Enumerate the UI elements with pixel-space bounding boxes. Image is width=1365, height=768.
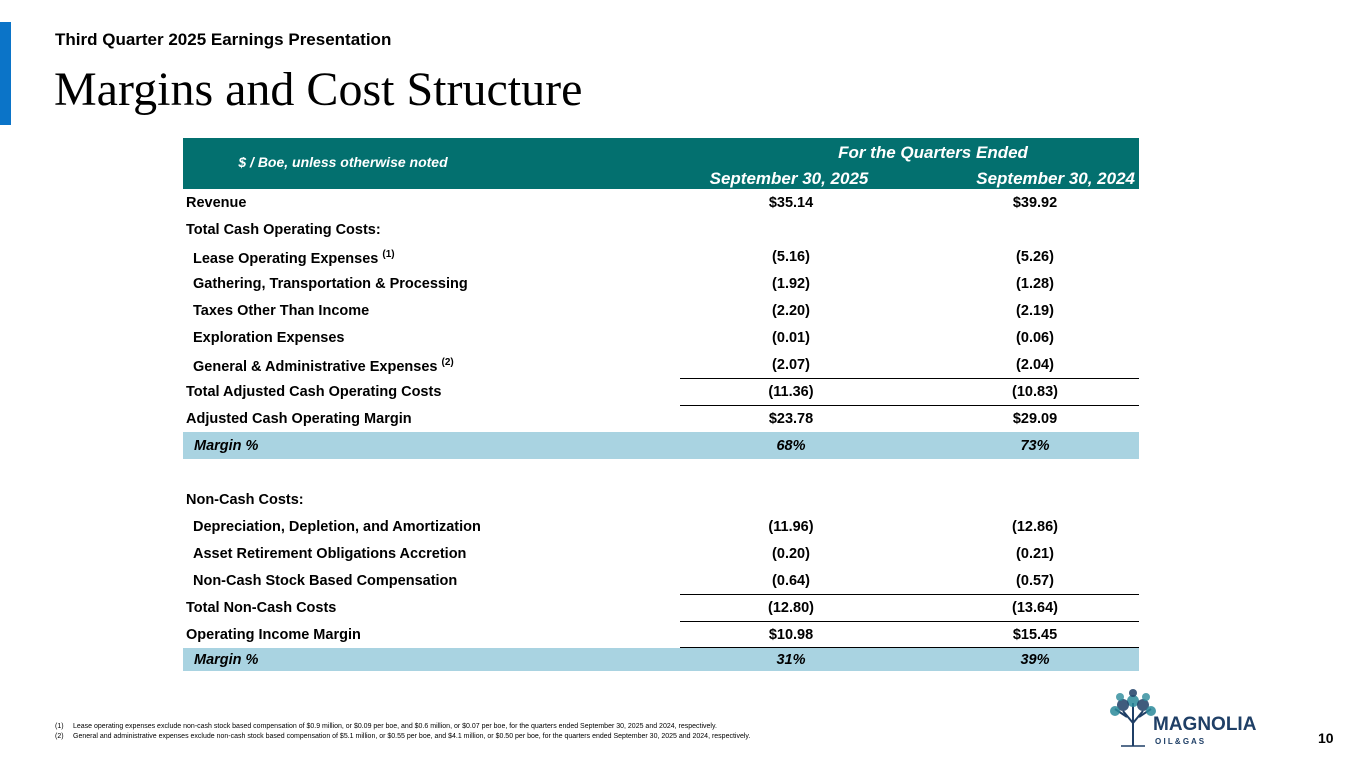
table-row: [183, 540, 1139, 567]
value-2025: (0.64): [772, 573, 810, 589]
table-row: [183, 486, 1139, 513]
value-2025: $10.98: [768, 627, 814, 643]
page-title: Margins and Cost Structure: [54, 63, 583, 116]
row-label: Depreciation, Depletion, and Amortization: [193, 519, 481, 535]
value-2025: (0.01): [772, 330, 810, 346]
value-2024: $15.45: [1012, 627, 1058, 643]
value-2025: $35.14: [768, 195, 814, 211]
footnote: (1) Lease operating expenses exclude non-cash stock based compensation of $0.9 million, or $0.09 per boe, and $0.6 million, or $0.07 per boe, for the quarters ended September 30, 2025 and 2024, respectively.: [55, 723, 717, 730]
table-row-total: [183, 378, 1139, 405]
value-2025: (1.92): [772, 276, 810, 292]
value-2024: (0.57): [1016, 573, 1054, 589]
value-2025: 68%: [776, 438, 806, 454]
tree-icon: [1110, 689, 1156, 746]
table-row: [183, 567, 1139, 594]
footnote-ref: (2): [441, 357, 454, 368]
row-label: Margin %: [194, 438, 259, 454]
value-2024: $39.92: [1012, 195, 1058, 211]
footnotes: [55, 722, 750, 742]
footnote-ref: (1): [382, 249, 395, 260]
table-row: [183, 351, 1139, 378]
value-2025: (0.20): [772, 546, 810, 562]
value-2025: (2.20): [772, 303, 810, 319]
value-2025: (2.07): [772, 357, 810, 373]
row-label: Gathering, Transportation & Processing: [193, 276, 468, 292]
row-label: Asset Retirement Obligations Accretion: [193, 546, 467, 562]
value-2024: 39%: [1020, 652, 1050, 668]
table-row: [183, 324, 1139, 351]
table-row: [183, 297, 1139, 324]
table-row-total: [183, 405, 1139, 432]
table-row: [183, 189, 1139, 216]
table-header: [183, 138, 1139, 189]
logo-tagline: O I L & G A S: [1155, 737, 1205, 746]
value-2024: (2.04): [1016, 357, 1054, 373]
row-label: Total Adjusted Cash Operating Costs: [186, 384, 442, 400]
value-2025: 31%: [776, 652, 806, 668]
value-2024: (0.06): [1016, 330, 1054, 346]
row-label: Non-Cash Stock Based Compensation: [193, 573, 458, 589]
table-row-total: [183, 621, 1139, 648]
table-row: [183, 243, 1139, 270]
presentation-subtitle: Third Quarter 2025 Earnings Presentation: [55, 30, 392, 49]
column-header-2025: September 30, 2025: [709, 169, 869, 188]
value-2025: $23.78: [768, 411, 814, 427]
row-label-header: $ / Boe, unless otherwise noted: [238, 154, 448, 170]
row-label: Revenue: [186, 195, 247, 211]
row-label: Adjusted Cash Operating Margin: [186, 411, 412, 427]
group-header: For the Quarters Ended: [838, 143, 1028, 162]
value-2024: (5.26): [1016, 249, 1054, 265]
table-row: [183, 216, 1139, 243]
footnote: (2) General and administrative expenses exclude non-cash stock based compensation of $5.1 million, or $0.55 per boe, and $4.1 million, or $0.50 per boe, for the quarters ended September 30, 2025 and 2024, respectively.: [55, 733, 751, 740]
row-label: Margin %: [194, 652, 259, 668]
margins-table: [183, 138, 1139, 671]
accent-bar: [0, 22, 11, 125]
row-label: General & Administrative Expenses $^{(2)}$: [193, 357, 454, 375]
value-2024: $29.09: [1012, 411, 1058, 427]
value-2025: (5.16): [772, 249, 810, 265]
value-2025: (12.80): [768, 600, 814, 616]
margin-percent-row: [183, 432, 1139, 459]
table-row-total: [183, 594, 1139, 621]
value-2024: (0.21): [1016, 546, 1054, 562]
row-label: Non-Cash Costs:: [186, 492, 304, 508]
value-2024: (10.83): [1012, 384, 1058, 400]
value-2025: (11.36): [768, 384, 814, 400]
value-2024: (2.19): [1016, 303, 1054, 319]
row-label: Exploration Expenses: [193, 330, 345, 346]
row-label: Total Cash Operating Costs:: [186, 222, 381, 238]
logo-wordmark: MAGNOLIA: [1153, 714, 1257, 735]
value-2024: (1.28): [1016, 276, 1054, 292]
value-2024: 73%: [1020, 438, 1050, 454]
row-label: Total Non-Cash Costs: [186, 600, 337, 616]
margin-percent-row: [183, 648, 1139, 671]
table-row: [183, 513, 1139, 540]
page-number: 10: [1318, 730, 1334, 746]
value-2024: (13.64): [1012, 600, 1058, 616]
row-label: Taxes Other Than Income: [193, 303, 370, 319]
row-label: Lease Operating Expenses $^{(1)}$: [193, 249, 395, 267]
table-row: [183, 270, 1139, 297]
table-spacer: [183, 459, 1139, 486]
row-label: Operating Income Margin: [186, 627, 361, 643]
value-2024: (12.86): [1012, 519, 1058, 535]
column-header-2024: September 30, 2024: [976, 169, 1135, 188]
value-2025: (11.96): [768, 519, 814, 535]
magnolia-logo: [1107, 689, 1273, 747]
